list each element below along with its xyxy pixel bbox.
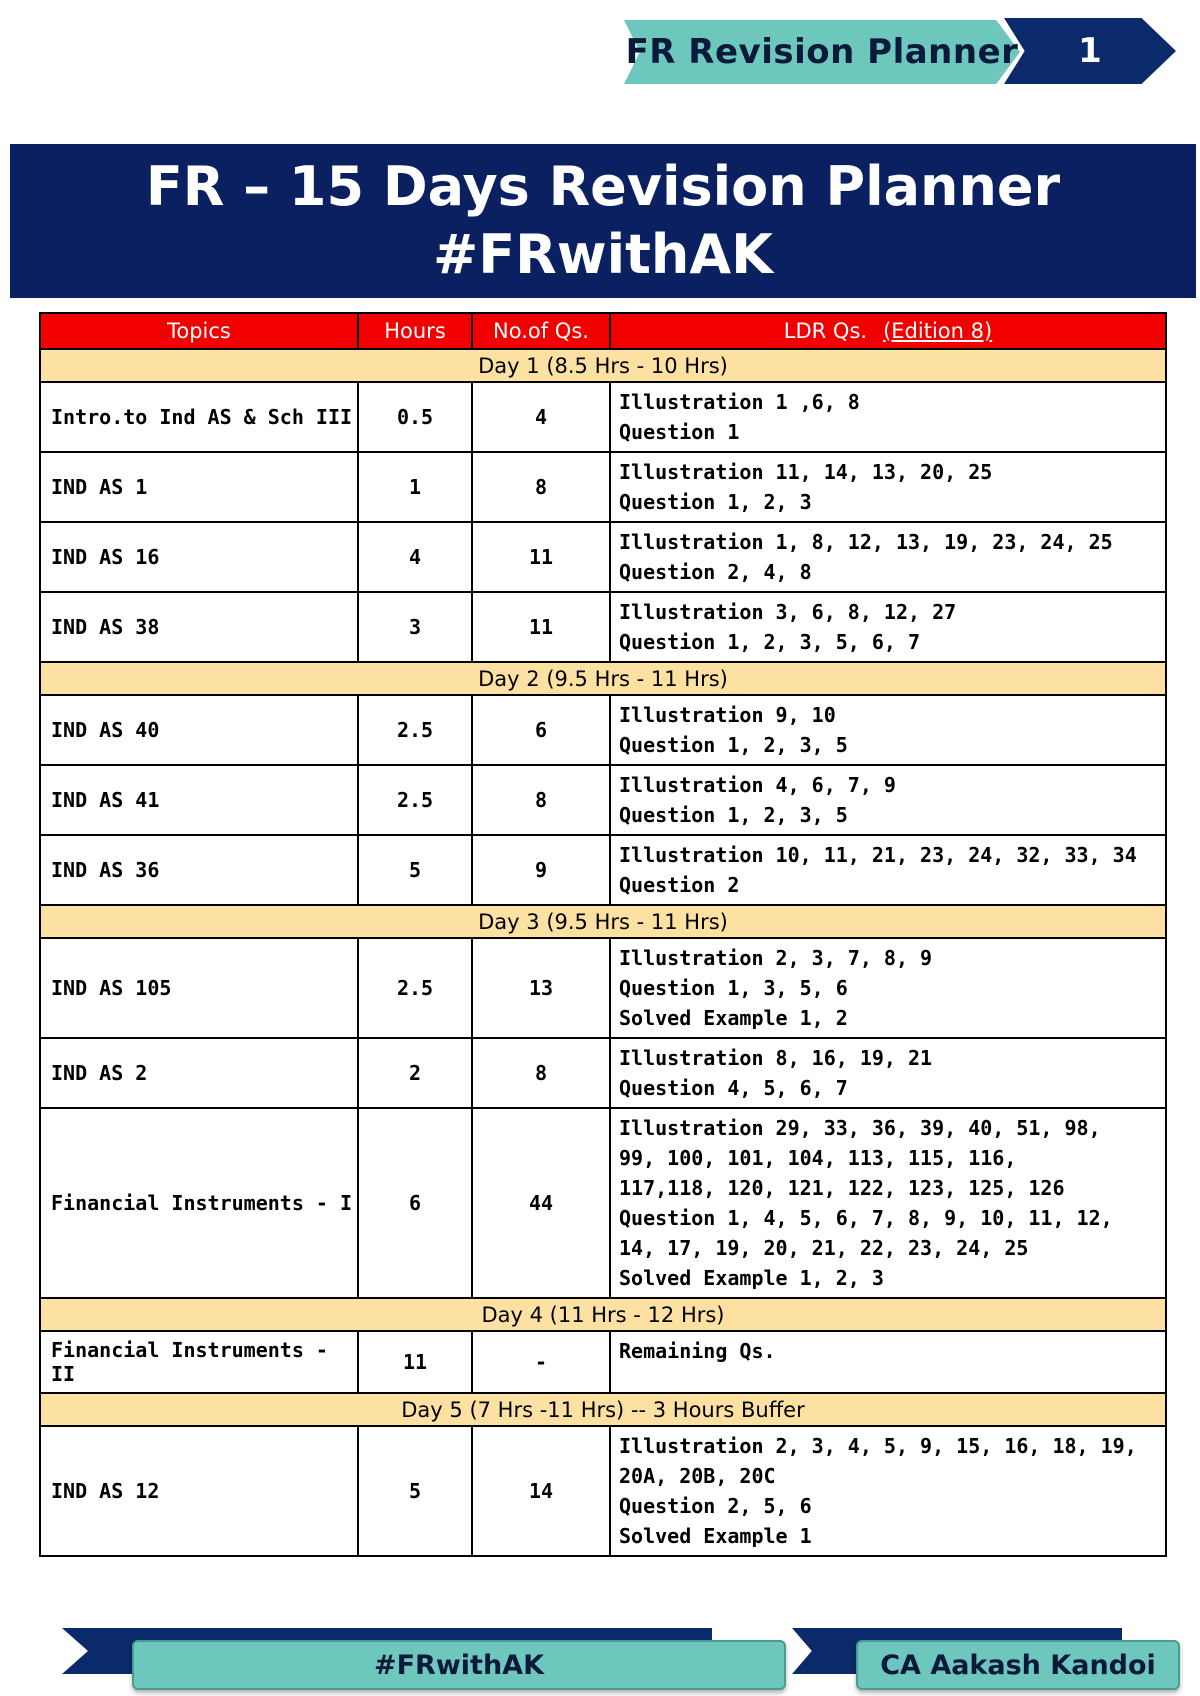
ldr-line: Question 2, 5, 6	[619, 1494, 812, 1518]
num-qs-cell: 14	[472, 1426, 610, 1556]
num-qs-cell: 9	[472, 835, 610, 905]
day-row	[40, 1393, 1166, 1426]
day-label: Day 4 (11 Hrs - 12 Hrs)	[40, 1298, 1166, 1331]
num-qs-cell: 8	[472, 452, 610, 522]
title-banner	[10, 144, 1196, 298]
hours-cell: 5	[358, 1426, 472, 1556]
ldr-line: 117,118, 120, 121, 122, 123, 125, 126	[619, 1176, 1065, 1200]
ldr-cell	[610, 1108, 1166, 1298]
ldr-line: Illustration 2, 3, 7, 8, 9	[619, 946, 933, 970]
hours-cell: 11	[358, 1331, 472, 1393]
ldr-line: Illustration 4, 6, 7, 9	[619, 773, 896, 797]
day-label: Day 1 (8.5 Hrs - 10 Hrs)	[40, 349, 1166, 382]
ldr-line: 14, 17, 19, 20, 21, 22, 23, 24, 25	[619, 1236, 1029, 1260]
table-body	[40, 349, 1166, 1556]
ldr-line: Illustration 10, 11, 21, 23, 24, 32, 33, 34	[619, 843, 1137, 867]
hours-cell: 2	[358, 1038, 472, 1108]
ldr-line: Illustration 8, 16, 19, 21	[619, 1046, 933, 1070]
topic-cell: IND AS 36	[40, 835, 358, 905]
ldr-cell	[610, 835, 1166, 905]
page-number: 1	[1078, 31, 1102, 71]
ldr-line: 20A, 20B, 20C	[619, 1464, 776, 1488]
hours-cell: 0.5	[358, 382, 472, 452]
table-row	[40, 382, 1166, 452]
ldr-line: Question 1, 4, 5, 6, 7, 8, 9, 10, 11, 12,	[619, 1206, 1113, 1230]
num-qs-cell: 11	[472, 592, 610, 662]
num-qs-cell: 4	[472, 382, 610, 452]
topic-cell: Financial Instruments - I	[40, 1108, 358, 1298]
table-row	[40, 765, 1166, 835]
hours-cell: 6	[358, 1108, 472, 1298]
ldr-line: Illustration 29, 33, 36, 39, 40, 51, 98,	[619, 1116, 1101, 1140]
revision-planner-table	[39, 312, 1167, 1557]
ldr-line: Solved Example 1	[619, 1524, 812, 1548]
ldr-cell	[610, 1331, 1166, 1393]
ldr-line: Question 1, 3, 5, 6	[619, 976, 848, 1000]
topic-cell: IND AS 2	[40, 1038, 358, 1108]
table-row	[40, 938, 1166, 1038]
day-row	[40, 905, 1166, 938]
footer-author: CA Aakash Kandoi	[856, 1640, 1180, 1690]
day-row	[40, 1298, 1166, 1331]
topic-cell: IND AS 16	[40, 522, 358, 592]
hours-cell: 5	[358, 835, 472, 905]
day-row	[40, 349, 1166, 382]
ldr-line: Remaining Qs.	[619, 1339, 776, 1363]
ldr-line: Question 1, 2, 3, 5	[619, 803, 848, 827]
ldr-line: Illustration 3, 6, 8, 12, 27	[619, 600, 957, 624]
table-row	[40, 1331, 1166, 1393]
banner-title: FR – 15 Days Revision Planner	[145, 155, 1061, 218]
topic-cell: IND AS 41	[40, 765, 358, 835]
ldr-cell	[610, 765, 1166, 835]
num-qs-cell: -	[472, 1331, 610, 1393]
footer-hashtag: #FRwithAK	[132, 1640, 786, 1690]
topic-cell: Financial Instruments - II	[40, 1331, 358, 1393]
header-ldr-label: LDR Qs.	[783, 319, 868, 343]
table-row	[40, 835, 1166, 905]
topic-cell: Intro.to Ind AS & Sch III	[40, 382, 358, 452]
hours-cell: 3	[358, 592, 472, 662]
ldr-cell	[610, 938, 1166, 1038]
ldr-line: Illustration 1, 8, 12, 13, 19, 23, 24, 25	[619, 530, 1113, 554]
ldr-cell	[610, 592, 1166, 662]
day-label: Day 5 (7 Hrs -11 Hrs) -- 3 Hours Buffer	[40, 1393, 1166, 1426]
num-qs-cell: 44	[472, 1108, 610, 1298]
table-row	[40, 695, 1166, 765]
hours-cell: 2.5	[358, 765, 472, 835]
ldr-cell	[610, 452, 1166, 522]
ldr-line: Solved Example 1, 2	[619, 1006, 848, 1030]
day-label: Day 2 (9.5 Hrs - 11 Hrs)	[40, 662, 1166, 695]
table-row	[40, 452, 1166, 522]
ldr-cell	[610, 695, 1166, 765]
ldr-cell	[610, 382, 1166, 452]
table-header-row	[40, 313, 1166, 349]
hours-cell: 4	[358, 522, 472, 592]
hours-cell: 2.5	[358, 695, 472, 765]
topic-cell: IND AS 40	[40, 695, 358, 765]
ldr-line: Illustration 2, 3, 4, 5, 9, 15, 16, 18, 19,	[619, 1434, 1137, 1458]
num-qs-cell: 11	[472, 522, 610, 592]
ldr-line: Question 2	[619, 873, 740, 897]
ldr-line: Question 1, 2, 3, 5	[619, 733, 848, 757]
ldr-cell	[610, 522, 1166, 592]
ldr-line: Illustration 11, 14, 13, 20, 25	[619, 460, 993, 484]
table-row	[40, 522, 1166, 592]
header-topics: Topics	[40, 313, 358, 349]
day-label: Day 3 (9.5 Hrs - 11 Hrs)	[40, 905, 1166, 938]
ldr-line: Solved Example 1, 2, 3	[619, 1266, 884, 1290]
edition-link[interactable]: (Edition 8)	[883, 319, 993, 343]
header-num-qs: No.of Qs.	[472, 313, 610, 349]
ribbon-title: FR Revision Planner	[625, 32, 1019, 72]
ldr-line: 99, 100, 101, 104, 113, 115, 116,	[619, 1146, 1017, 1170]
num-qs-cell: 8	[472, 765, 610, 835]
hours-cell: 1	[358, 452, 472, 522]
topic-cell: IND AS 12	[40, 1426, 358, 1556]
hours-cell: 2.5	[358, 938, 472, 1038]
header-ldr	[610, 313, 1166, 349]
ldr-line: Question 1	[619, 420, 740, 444]
ldr-cell	[610, 1426, 1166, 1556]
num-qs-cell: 8	[472, 1038, 610, 1108]
header-hours: Hours	[358, 313, 472, 349]
ldr-line: Question 1, 2, 3, 5, 6, 7	[619, 630, 921, 654]
ldr-line: Question 2, 4, 8	[619, 560, 812, 584]
ldr-line: Illustration 9, 10	[619, 703, 836, 727]
banner-subtitle: #FRwithAK	[432, 223, 773, 286]
ldr-line: Question 1, 2, 3	[619, 490, 812, 514]
num-qs-cell: 6	[472, 695, 610, 765]
ldr-line: Illustration 1 ,6, 8	[619, 390, 860, 414]
table-row	[40, 592, 1166, 662]
day-row	[40, 662, 1166, 695]
topic-cell: IND AS 105	[40, 938, 358, 1038]
num-qs-cell: 13	[472, 938, 610, 1038]
table-row	[40, 1038, 1166, 1108]
topic-cell: IND AS 38	[40, 592, 358, 662]
ldr-cell	[610, 1038, 1166, 1108]
topic-cell: IND AS 1	[40, 452, 358, 522]
ldr-line: Question 4, 5, 6, 7	[619, 1076, 848, 1100]
table-row	[40, 1108, 1166, 1298]
table-row	[40, 1426, 1166, 1556]
